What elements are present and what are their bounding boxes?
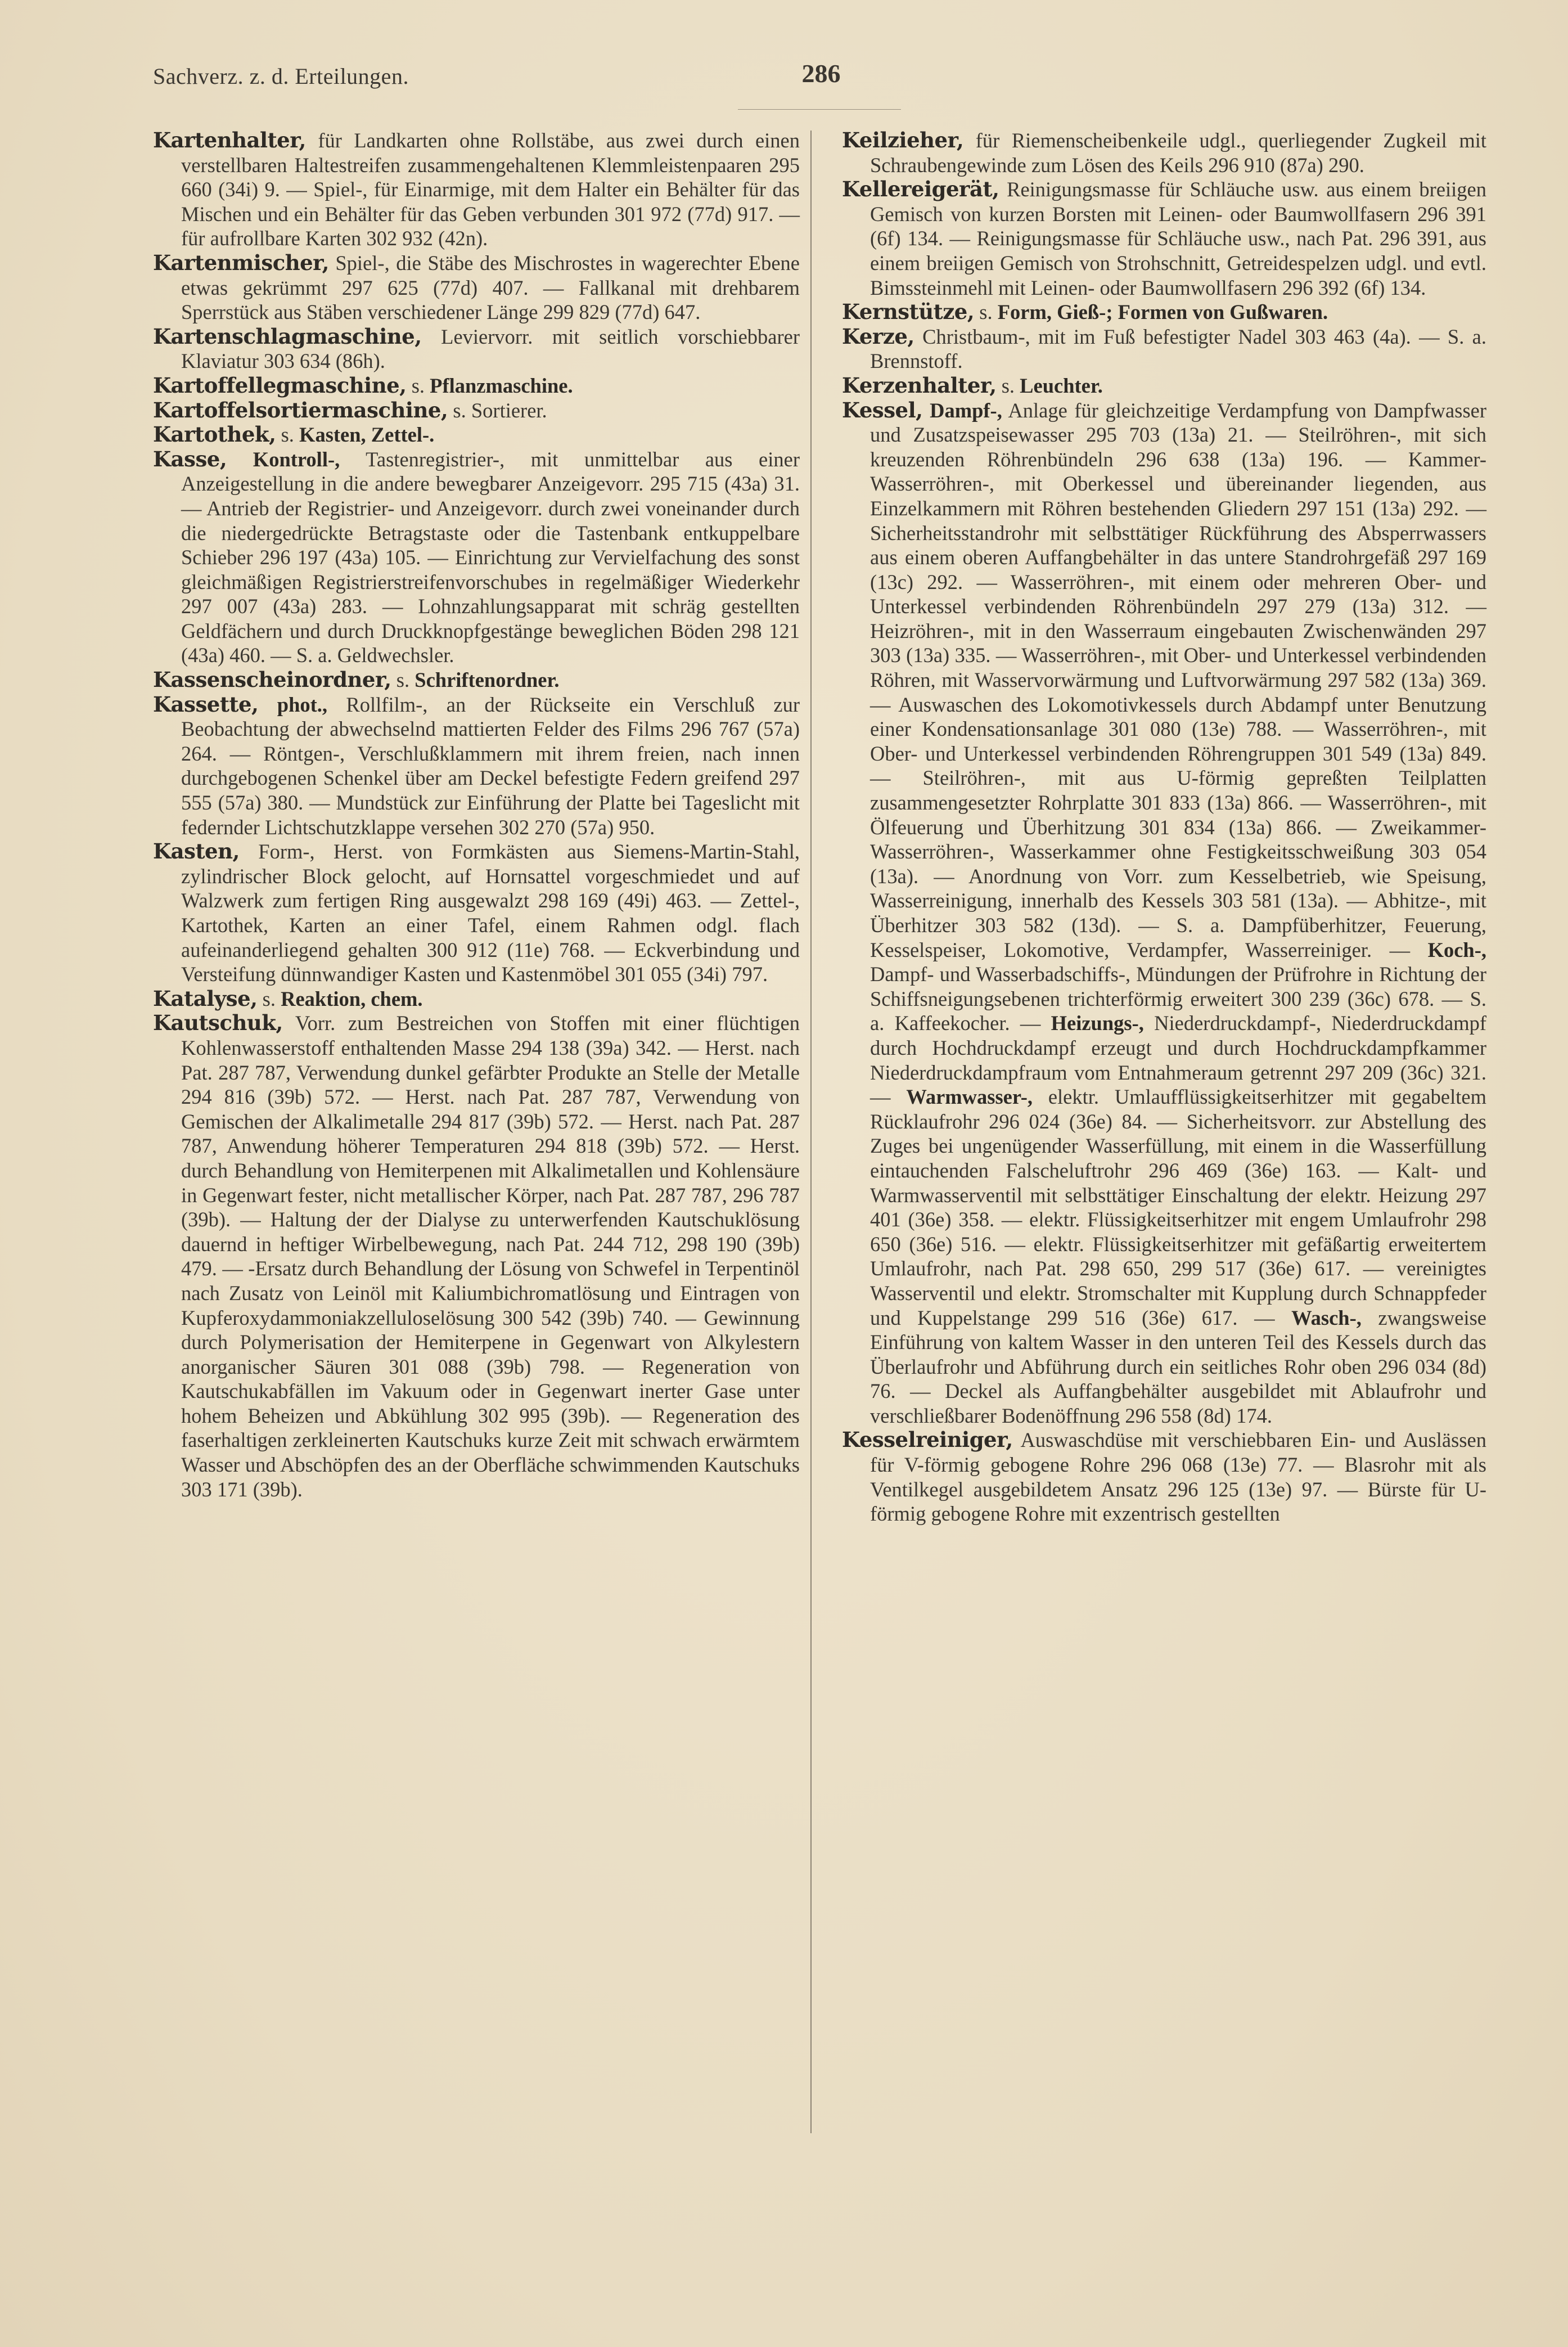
entry-subterm: Kontroll-, bbox=[253, 447, 340, 471]
index-entry bbox=[153, 374, 800, 398]
entry-headword: Kartenschlagmaschine, bbox=[153, 323, 422, 349]
entry-text: Christbaum-, mit im Fuß befestigter Nadel 303 463 (4a). — S. a. Brennstoff. bbox=[870, 325, 1486, 373]
entry-text: s. bbox=[406, 374, 430, 397]
entry-text: Vorr. zum Bestreichen von Stoffen mit einer flüchtigen Kohlenwasserstoff enthaltenden Masse 294 138 (39a) 342. — Herst. nach Pat. 287 787, Verwendung dunkel gefärbter Produkte an Stelle der Metalle 294 816 (39b) 572. — Herst. nach Pat. 287 787, Verwendung von Gemischen der Alkalimetalle 294 817 (39b) 572. — Herst. nach Pat. 287 787, Anwendung höherer Temperaturen 294 818 (39b) 572. — Herst. durch Behandlung von Hemiterpenen mit Alkalimetallen und Kohlensäure in Gegenwart fester, nicht metallischer Körper, nach Pat. 287 787, 296 787 (39b). — Haltung der der Dialyse zu unterwerfenden Kautschuklösung dauernd in heftiger Wirbelbewegung, nach Pat. 244 712, 298 190 (39b) 479. — -Ersatz durch Behandlung der Lösung von Schwefel in Terpentinöl nach Zusatz von Leinöl mit Kaliumbichromatlösung und Eintragen von Kupferoxydammoniakzelluloselösung 300 542 (39b) 740. — Gewinnung durch Polymerisation der Hemiterpene in Gegenwart von Alkylestern anorganischer Säuren 301 088 (39b) 798. — Regeneration von Kautschukabfällen im Vakuum oder in Gegenwart inerter Gase unter hohem Beheizen und Abkühlung 302 995 (39b). — Regeneration des faserhaltigen zerkleinerten Kautschuks kurze Zeit mit schwach erwärmtem Wasser und Abschöpfen des an der Oberfläche schwimmenden Kautschuks 303 171 (39b). bbox=[181, 1011, 800, 1501]
entry-text: Anlage für gleichzeitige Verdampfung von Dampfwasser und Zusatzspeisewasser 295 703 (13a) 21. — Steilröhren-, mit sich kreuzenden Röhrenbündeln 296 638 (13a) 196. — Kammer-Wasserröhren-, mit Oberkessel und übereinander liegenden, aus Einzelkammern mit Röhren bestehenden Gliedern 297 151 (13a) 292. — Sicherheitsstandrohr mit selbsttätiger Rückführung des Absperrwassers aus einem oberen Auffangbehälter in das untere Standrohrgefäß 297 169 (13c) 292. — Wasserröhren-, mit einem oder mehreren Ober- und Unterkessel verbindenden Röhrenbündeln 297 279 (13a) 312. — Heizröhren-, mit in den Wasserraum eingebauten Zwischenwänden 297 303 (13a) 335. — Wasserröhren-, mit Ober- und Unterkessel verbindenden Röhren, mit Wasservorwärmung und Luftvorwärmung 297 582 (13a) 369. — Auswaschen des Lokomotivkessels durch Abdampf unter Benutzung einer Kondensationsanlage 301 080 (13e) 788. — Wasserröhren-, mit Ober- und Unterkessel verbindenden Röhrengruppen 301 549 (13a) 849. — Steilröhren-, mit aus U-förmig gepreßten Teilplatten zusammengesetzter Rohrplatte 301 833 (13a) 866. — Wasserröhren-, mit Ölfeuerung und Überhitzung 301 834 (13a) 866. — Zweikammer-Wasserröhren-, Wasserkammer ohne Festigkeitsschweißung 303 054 (13a). — Anordnung von Vorr. zum Kesselbetrieb, wie Speisung, Wasserreinigung, innerhalb des Kessels 303 581 (13a). — Abhitze-, mit Überhitzer 303 582 (13d). — S. a. Dampfüberhitzer, Feuerung, Kesselspeiser, Lokomotive, Verdampfer, Wasserreiniger. — bbox=[870, 398, 1487, 961]
entry-subterm: Form, Gieß-; Formen von Gußwaren. bbox=[997, 300, 1328, 324]
entry-headword: Kesselreiniger, bbox=[842, 1427, 1013, 1453]
entry-headword: Katalyse, bbox=[153, 986, 258, 1011]
entry-text: Auswaschdüse mit verschiebbaren Ein- und Auslässen für V-förmig gebogene Rohre 296 068 (13e) 77. — Blasrohr mit als Ventilkegel ausgebildetem Ansatz 296 125 (13e) 97. — Bürste für U-förmig gebogene Rohre mit exzentrisch gestellten bbox=[870, 1428, 1486, 1526]
entry-text: Reinigungsmasse für Schläuche usw. aus einem breiigen Gemisch von kurzen Borsten mit Leinen- oder Baumwollfasern 296 391 (6f) 134. — Reinigungsmasse für Schläuche usw., nach Pat. 296 391, aus einem breiigen Gemisch von Strohschnitt, Getreidespelzen udgl. und evtl. Bimssteinmehl mit Leinen- oder Baumwollfasern 296 392 (6f) 134. bbox=[870, 178, 1486, 299]
entry-subterm: Heizungs-, bbox=[1051, 1011, 1144, 1035]
entry-text: Niederdruckdampf-, Niederdruckdampf durch Hochdruckdampf erzeugt und durch Hochdruckdampfkammer Niederdruckdampfraum vom Entnahmeraum getrennt 297 209 (36c) 321. — bbox=[870, 1011, 1487, 1109]
index-entry bbox=[842, 398, 1486, 1428]
entry-headword: Kartenhalter, bbox=[153, 128, 306, 152]
entry-text: Leviervorr. mit seitlich vorschiebbarer Klaviatur 303 634 (86h). bbox=[181, 325, 800, 373]
entry-headword: Kasse, bbox=[153, 446, 227, 471]
entry-text bbox=[258, 693, 277, 716]
entry-headword: Kernstütze, bbox=[842, 299, 975, 325]
index-entry bbox=[153, 987, 800, 1011]
entry-headword: Kerze, bbox=[842, 323, 914, 349]
entry-text: für Riemenscheibenkeile udgl., querliegender Zugkeil mit Schraubengewinde zum Lösen des Keils 296 910 (87a) 290. bbox=[870, 129, 1486, 177]
entry-text: elektr. Umlaufflüssigkeitserhitzer mit gegabeltem Rücklaufrohr 296 024 (36e) 84. — Sicherheitsvorr. zur Abstellung des Zuges bei ungenügender Wasserfüllung, mit einem in die Wasserfüllung eintauchenden Falscheluftrohr 296 469 (36e) 163. — Kalt- und Warmwasserventil mit selbsttätiger Einschaltung der elektr. Heizung 297 401 (36e) 358. — elektr. Flüssigkeitserhitzer mit engem Umlaufrohr 298 650 (36e) 516. — elektr. Flüssigkeitserhitzer mit gefäßartig erweitertem Umlaufrohr, nach Pat. 298 650, 299 517 (36e) 617. — vereinigtes Wasserventil und elektr. Stromschalter mit Kupplung durch Schnappfeder und Kuppelstange 299 516 (36e) 617. — bbox=[870, 1085, 1486, 1329]
entry-subterm: Kasten, Zettel-. bbox=[299, 423, 435, 447]
entry-headword: Kasten, bbox=[153, 839, 240, 864]
header-rule bbox=[738, 109, 901, 110]
entry-headword: Kassette, bbox=[153, 691, 259, 717]
entry-text: Spiel-, die Stäbe des Mischrostes in wagerechter Ebene etwas gekrümmt 297 625 (77d) 407. — Fallkanal mit drehbarem Sperrstück aus Stäben verschiedener Länge 299 829 (77d) 647. bbox=[181, 251, 800, 324]
index-entry bbox=[153, 693, 800, 840]
entry-text bbox=[227, 448, 253, 471]
entry-text: s. bbox=[391, 668, 415, 692]
entry-headword: Kassenscheinordner, bbox=[153, 667, 391, 693]
index-entry bbox=[153, 422, 800, 447]
entry-text: Dampf- und Wasserbadschiffs-, Mündungen der Prüfrohre in Richtung der Schiffsneigungsebenen trichterförmig erweitert 300 239 (36c) 678. — S. a. Kaffeekocher. — bbox=[870, 963, 1486, 1035]
entry-subterm: phot., bbox=[277, 693, 328, 716]
index-entry bbox=[153, 668, 800, 693]
entry-text: s. bbox=[974, 300, 998, 324]
page-number: 286 bbox=[801, 59, 841, 88]
running-head: Sachverz. z. d. Erteilungen. bbox=[153, 64, 409, 89]
index-entry bbox=[842, 300, 1486, 325]
index-entry bbox=[842, 1428, 1486, 1526]
index-entry bbox=[153, 398, 800, 423]
entry-headword: Kerzenhalter, bbox=[842, 372, 997, 398]
entry-subterm: Koch-, bbox=[1427, 938, 1486, 961]
entry-headword: Keilzieher, bbox=[842, 128, 964, 152]
entry-text: Tastenregistrier-, mit unmittelbar aus einer Anzeigestellung in die andere bewegbarer Anzeigevorr. 295 715 (43a) 31. — Antrieb der Registrier- und Anzeigevorr. durch zwei voneinander durch die niedergedrückte Betragstaste oder die Tastenbank entkuppelbare Schieber 296 197 (43a) 105. — Einrichtung zur Vervielfachung des sonst gleichmäßigen Registrierstreifenvorschubes in regelmäßiger Wiederkehr 297 007 (43a) 283. — Lohnzahlungsapparat mit schräg gestellten Geldfächern und durch Druckknopfgestänge beweglichen Böden 298 121 (43a) 460. — S. a. Geldwechsler. bbox=[181, 447, 800, 667]
entry-text: Form-, Herst. von Formkästen aus Siemens-Martin-Stahl, zylindrischer Block gelocht, auf Hornsattel vorgeschmiedet und auf Walzwerk zum fertigen Ring ausgewalzt 298 169 (49i) 463. — Zettel-, Kartothek, Karten an einer Tafel, einem Rahmen odgl. flach aufeinanderliegend gehalten 300 912 (11e) 768. — Eckverbindung und Versteifung dünnwandiger Kasten und Kastenmöbel 301 055 (34i) 797. bbox=[181, 840, 800, 986]
entry-headword: Kautschuk, bbox=[153, 1010, 283, 1036]
entry-subterm: Warmwasser-, bbox=[906, 1085, 1033, 1109]
index-entry bbox=[153, 251, 800, 325]
entry-subterm: Reaktion, chem. bbox=[281, 987, 423, 1010]
left-column bbox=[153, 128, 800, 1501]
entry-headword: Kartothek, bbox=[153, 422, 276, 447]
entry-text: s. Sortierer. bbox=[448, 398, 547, 422]
right-column bbox=[842, 128, 1486, 1526]
index-entry bbox=[153, 128, 800, 251]
entry-subterm: Pflanzmaschine. bbox=[430, 374, 573, 397]
entry-text: s. bbox=[257, 987, 281, 1010]
index-entry bbox=[842, 325, 1486, 374]
entry-text: für Landkarten ohne Rollstäbe, aus zwei durch einen verstellbaren Haltestreifen zusammengehaltenen Klemmleistenpaaren 295 660 (34i) 9. — Spiel-, für Einarmige, mit dem Halter ein Behälter für das Mischen und ein Behälter für das Geben verbunden 301 972 (77d) 917. — für aufrollbare Karten 302 932 (42n). bbox=[181, 129, 800, 250]
entry-text: s. bbox=[276, 423, 300, 447]
index-entry bbox=[153, 325, 800, 374]
entry-headword: Kartoffelsortiermaschine, bbox=[153, 397, 448, 422]
entry-text: Rollfilm-, an der Rückseite ein Verschluß zur Beobachtung der abwechselnd mattierten Felder des Films 296 767 (57a) 264. — Röntgen-, Verschlußklammern mit ihrem freien, nach innen durchgebogenen Schenkel über am Deckel befestigte Federn greifend 297 555 (57a) 380. — Mundstück zur Einführung der Platte bei Tageslicht mit federnder Lichtschutzklappe versehen 302 270 (57a) 950. bbox=[181, 693, 800, 839]
entry-headword: Kartenmischer, bbox=[153, 250, 329, 275]
entry-subterm: Schriftenordner. bbox=[414, 668, 560, 692]
entry-subterm: Dampf-, bbox=[930, 398, 1002, 422]
entry-headword: Kessel, bbox=[842, 397, 923, 422]
index-entry bbox=[842, 128, 1486, 177]
index-entry bbox=[153, 839, 800, 987]
index-entry bbox=[842, 177, 1486, 300]
index-entry bbox=[153, 447, 800, 668]
entry-text: zwangsweise Einführung von kaltem Wasser in den unteren Teil des Kessels durch das Überlaufrohr und Abführung durch ein seitliches Rohr oben 296 034 (8d) 76. — Deckel als Auffangbehälter ausgebildet mit Ablaufrohr und verschließbarer Bodenöffnung 296 558 (8d) 174. bbox=[870, 1306, 1486, 1427]
index-entry bbox=[842, 374, 1486, 398]
entry-subterm: Wasch-, bbox=[1291, 1306, 1362, 1329]
entry-text: s. bbox=[996, 374, 1020, 397]
entry-text bbox=[923, 399, 930, 422]
index-entry bbox=[153, 1011, 800, 1501]
entry-headword: Kartoffellegmaschine, bbox=[153, 372, 407, 398]
entry-subterm: Leuchter. bbox=[1020, 374, 1103, 397]
column-divider bbox=[810, 131, 812, 2133]
entry-headword: Kellereigerät, bbox=[842, 177, 999, 202]
